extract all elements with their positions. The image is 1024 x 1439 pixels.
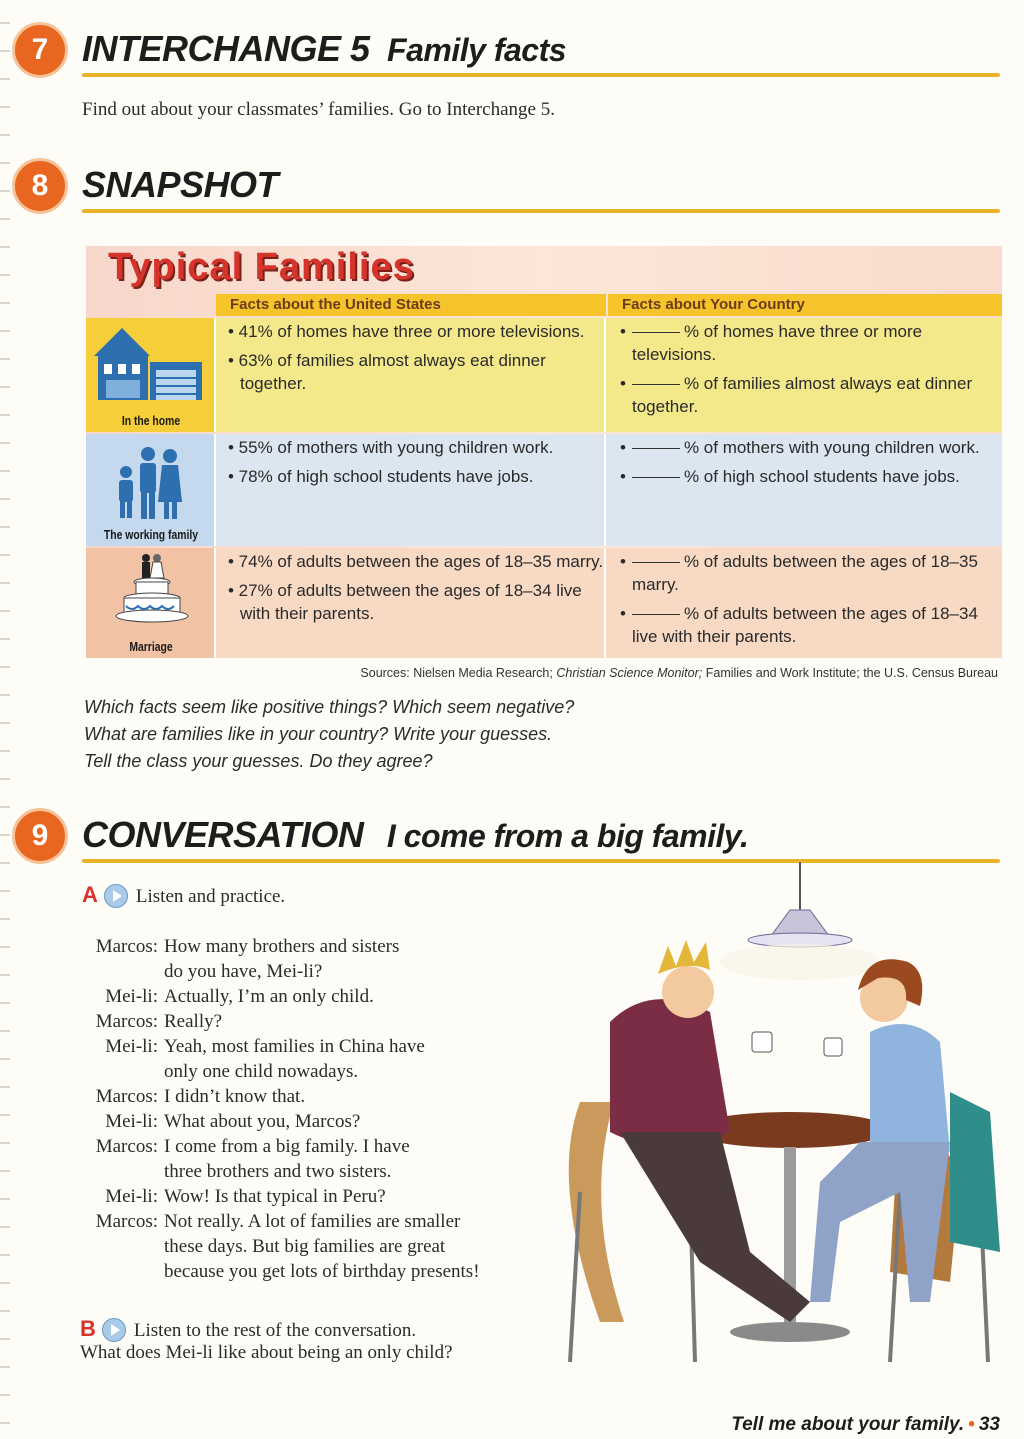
spiral-binding [0, 0, 10, 1439]
utterance: I didn’t know that. [164, 1086, 306, 1107]
row-label: In the home [121, 413, 181, 428]
your-fact: • % of adults between the ages of 18–34 live with their parents. [620, 604, 978, 646]
dialog-line [80, 1234, 560, 1259]
utterance: I come from a big family. I have [164, 1136, 410, 1157]
part-a-letter: A [82, 882, 98, 907]
speaker-name: Mei-li: [105, 986, 158, 1007]
section-7-title [82, 28, 566, 70]
your-country-facts [606, 548, 1002, 658]
us-fact: • 78% of high school students have jobs. [228, 467, 534, 486]
cafe-illustration [540, 862, 1010, 1382]
your-country-facts [606, 318, 1002, 432]
answer-blank[interactable] [632, 448, 680, 449]
utterance: Wow! Is that typical in Peru? [164, 1186, 386, 1207]
utterance: do you have, Mei-li? [164, 961, 323, 982]
question-line: Tell the class your guesses. Do they agree? [84, 751, 433, 771]
utterance: How many brothers and sisters [164, 936, 400, 957]
speaker-name: Mei-li: [105, 1036, 158, 1057]
row-label: Marriage [129, 639, 173, 654]
column-header-your-country: Facts about Your Country [608, 294, 1002, 316]
dialog-line [80, 1259, 560, 1284]
part-b [80, 1316, 416, 1344]
column-header-us: Facts about the United States [216, 294, 606, 316]
us-fact: • 55% of mothers with young children work. [228, 438, 554, 457]
utterance: three brothers and two sisters. [164, 1161, 392, 1182]
us-fact: • 41% of homes have three or more televisions. [228, 322, 585, 341]
speaker-name: Mei-li: [105, 1111, 158, 1132]
your-fact: • % of homes have three or more televisions. [620, 322, 923, 364]
dialog-line [80, 1109, 560, 1134]
row-working-family [86, 434, 1002, 546]
us-fact: • 27% of adults between the ages of 18–34 live with their parents. [228, 581, 582, 623]
section-9-title [82, 814, 748, 856]
section-7-instructions: Find out about your classmates’ families. Go to Interchange 5. [82, 99, 555, 120]
question-line: What are families like in your country? Write your guesses. [84, 724, 553, 744]
dialog-line [80, 1184, 560, 1209]
answer-blank[interactable] [632, 332, 680, 333]
part-a [82, 882, 285, 910]
row-label: The working family [103, 527, 199, 542]
dialog-line [80, 1034, 560, 1059]
section-7-rule [82, 73, 1000, 77]
speaker-name [80, 1234, 158, 1259]
snapshot-sources: Sources: Nielsen Media Research; Christian Science Monitor; Families and Work Institute; the U.S. Census Bureau [360, 666, 998, 680]
your-fact: • % of adults between the ages of 18–35 marry. [620, 552, 978, 594]
page-number: 33 [978, 1414, 1000, 1435]
footer-title: Tell me about your family. [731, 1414, 965, 1435]
speaker-name [80, 959, 158, 984]
utterance: Really? [164, 1011, 223, 1032]
your-fact: • % of high school students have jobs. [620, 467, 960, 486]
section-8-badge: 8 [12, 158, 68, 214]
section-8-title: SNAPSHOT [82, 164, 279, 205]
speaker-name: Mei-li: [105, 1186, 158, 1207]
us-facts [216, 548, 606, 658]
dialog-line [80, 1084, 560, 1109]
dialog-line [80, 1009, 560, 1034]
your-country-facts [606, 434, 1002, 546]
your-fact: • % of families almost always eat dinner together. [620, 374, 973, 416]
speaker-name: Marcos: [95, 1086, 158, 1107]
answer-blank[interactable] [632, 384, 680, 385]
row-icon-cell [86, 434, 216, 546]
your-fact: • % of mothers with young children work. [620, 438, 980, 457]
part-b-letter: B [80, 1316, 96, 1341]
part-b-question: What does Mei-li like about being an only child? [80, 1342, 453, 1363]
us-facts [216, 434, 606, 546]
row-icon-cell [86, 318, 216, 432]
utterance: Actually, I’m an only child. [164, 986, 374, 1007]
discussion-questions [84, 694, 574, 775]
row-in-the-home [86, 318, 1002, 432]
speaker-name: Marcos: [95, 1136, 158, 1157]
us-fact: • 63% of families almost always eat dinner together. [228, 351, 546, 393]
section-7-title-main: INTERCHANGE 5 [82, 28, 370, 69]
snapshot-panel [86, 246, 1002, 658]
section-9-badge: 9 [12, 808, 68, 864]
dialog-line [80, 1134, 560, 1159]
speaker-name [80, 1059, 158, 1084]
section-7-badge: 7 [12, 22, 68, 78]
section-9-subtitle: I come from a big family. [386, 818, 749, 854]
part-b-instruction: Listen to the rest of the conversation. [133, 1320, 417, 1341]
speaker-name: Marcos: [95, 1011, 158, 1032]
utterance: only one child nowadays. [164, 1061, 359, 1082]
page-footer: Tell me about your family. • 33 [731, 1414, 1000, 1435]
section-9-title-main: CONVERSATION [82, 814, 364, 855]
section-8-rule [82, 209, 1000, 213]
answer-blank[interactable] [632, 614, 680, 615]
row-icon-cell [86, 548, 216, 658]
speaker-name [80, 1259, 158, 1284]
dialog-line [80, 1209, 560, 1234]
answer-blank[interactable] [632, 562, 680, 563]
row-marriage [86, 548, 1002, 658]
us-facts [216, 318, 606, 432]
utterance: Yeah, most families in China have [164, 1036, 425, 1057]
part-a-instruction: Listen and practice. [135, 886, 286, 907]
utterance: these days. But big families are great [164, 1236, 446, 1257]
utterance: Not really. A lot of families are smaller [164, 1211, 461, 1232]
speaker-name [80, 1159, 158, 1184]
dialog-line [80, 1059, 560, 1084]
play-audio-icon[interactable] [104, 884, 128, 908]
conversation-dialog [80, 934, 560, 1284]
wedding-cake-icon [86, 548, 216, 638]
answer-blank[interactable] [632, 477, 680, 478]
section-7-subtitle: Family facts [387, 32, 567, 68]
question-line: Which facts seem like positive things? Which seem negative? [84, 697, 575, 717]
utterance: because you get lots of birthday presents! [164, 1261, 480, 1282]
dialog-line [80, 984, 560, 1009]
snapshot-title: Typical Families [108, 246, 415, 288]
play-audio-icon[interactable] [102, 1318, 126, 1342]
us-fact: • 74% of adults between the ages of 18–35 marry. [228, 552, 604, 571]
speaker-name: Marcos: [95, 1211, 158, 1232]
dialog-line [80, 1159, 560, 1184]
speaker-name: Marcos: [95, 936, 158, 957]
family-icon [86, 434, 216, 526]
house-icon [86, 318, 216, 413]
dialog-line [80, 959, 560, 984]
dialog-line [80, 934, 560, 959]
utterance: What about you, Marcos? [164, 1111, 361, 1132]
